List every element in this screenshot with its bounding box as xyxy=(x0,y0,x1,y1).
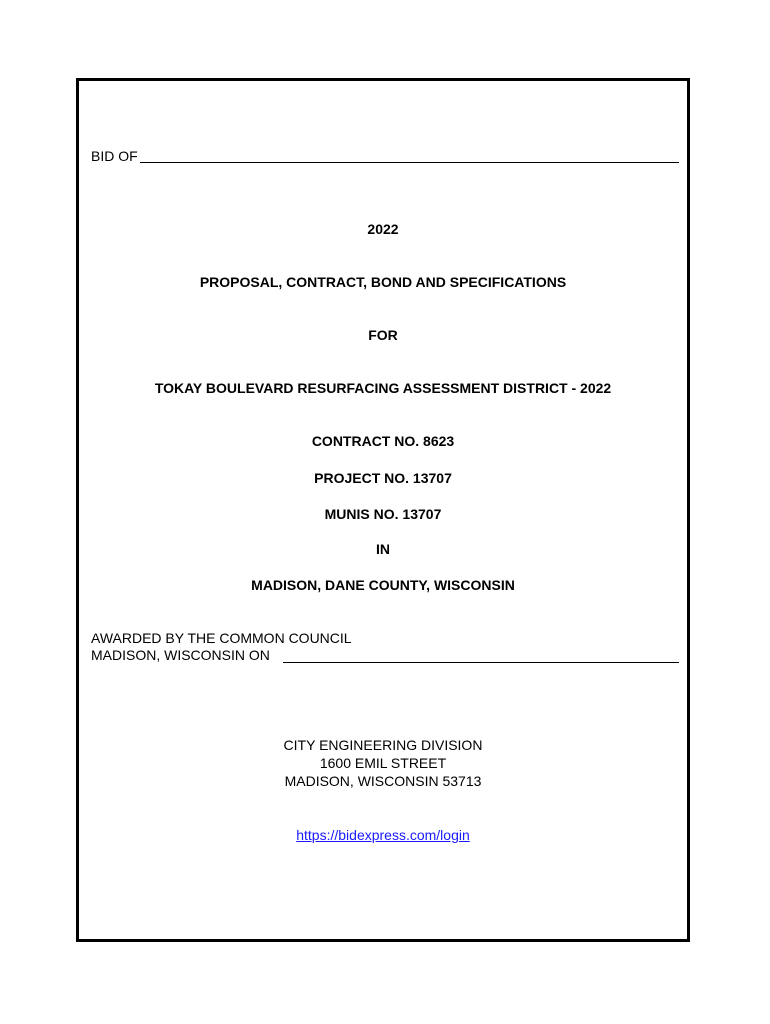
year-heading: 2022 xyxy=(367,221,399,237)
for-label: FOR xyxy=(368,327,398,343)
division-street: 1600 EMIL STREET xyxy=(319,755,447,771)
bid-of-label: BID OF xyxy=(91,148,138,164)
division-city: MADISON, WISCONSIN 53713 xyxy=(284,773,482,789)
project-name-heading: TOKAY BOULEVARD RESURFACING ASSESSMENT DISTRICT - 2022 xyxy=(154,380,612,396)
location-heading: MADISON, DANE COUNTY, WISCONSIN xyxy=(251,577,515,593)
award-date-blank-line xyxy=(283,662,679,663)
bid-of-blank-line xyxy=(140,162,679,163)
document-type-heading: PROPOSAL, CONTRACT, BOND AND SPECIFICATIONS xyxy=(199,274,567,290)
munis-number: MUNIS NO. 13707 xyxy=(324,506,442,522)
in-label: IN xyxy=(376,541,390,557)
bidexpress-link-wrapper xyxy=(76,827,690,843)
division-name: CITY ENGINEERING DIVISION xyxy=(283,737,483,753)
contract-number: CONTRACT NO. 8623 xyxy=(311,433,455,449)
project-number: PROJECT NO. 13707 xyxy=(314,470,452,486)
bidexpress-link[interactable]: https://bidexpress.com/login xyxy=(296,827,470,843)
awarded-line-2: MADISON, WISCONSIN ON xyxy=(91,647,270,663)
awarded-line-1: AWARDED BY THE COMMON COUNCIL xyxy=(91,630,352,646)
